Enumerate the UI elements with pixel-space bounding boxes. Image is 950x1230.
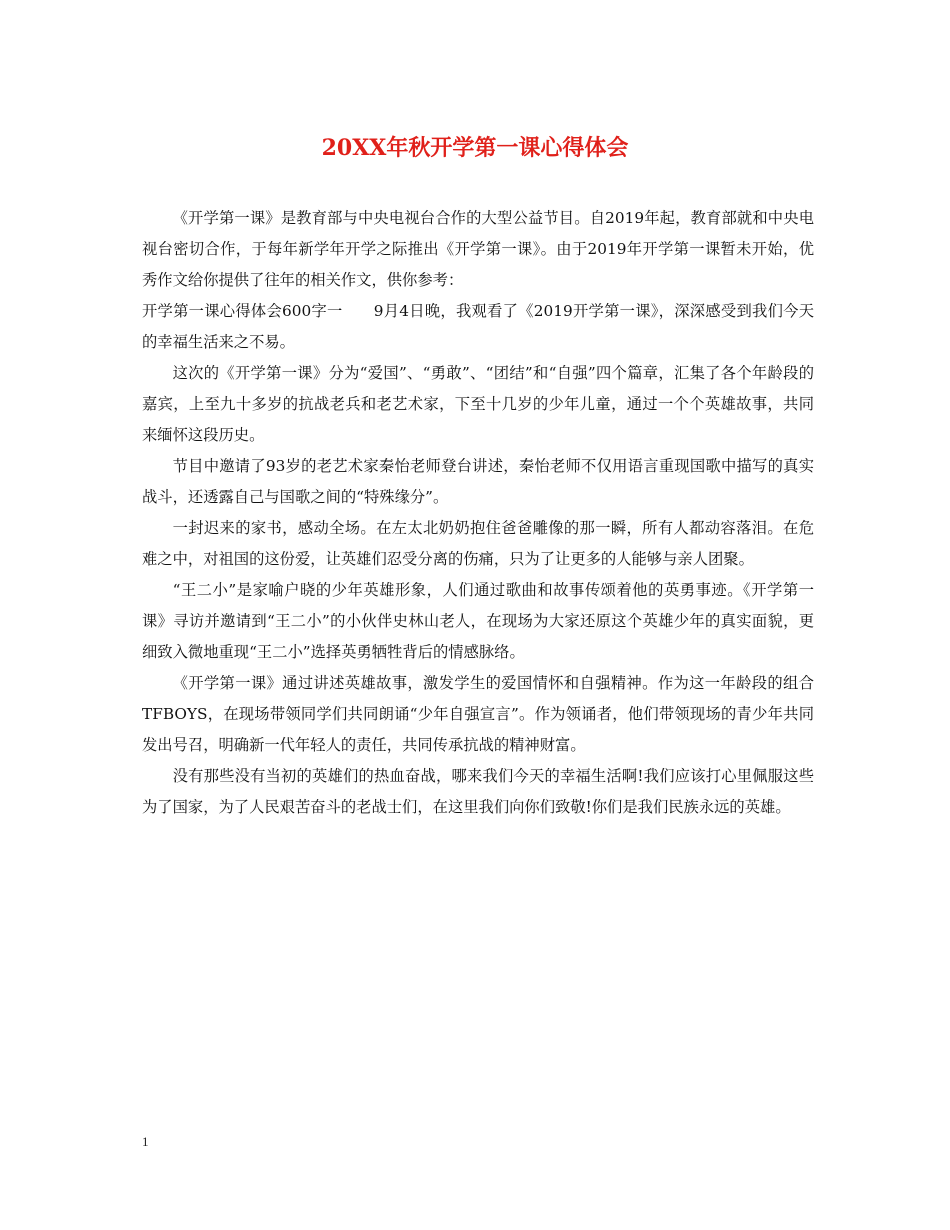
- page-number: 1: [142, 1134, 149, 1149]
- paragraph: 这次的《开学第一课》分为“爱国”、“勇敢”、“团结”和“自强”四个篇章，汇集了各个年龄段的嘉宾，上至九十多岁的抗战老兵和老艺术家，下至十几岁的少年儿童，通过一个个英雄故事，共同来缅怀这段历史。: [142, 364, 814, 444]
- paragraph-essay-heading: 开学第一课心得体会600字一 9月4日晚，我观看了《2019开学第一课》，深深感受到我们今天的幸福生活来之不易。: [142, 302, 814, 351]
- document-body: [142, 203, 814, 823]
- document-title: 20XX年秋开学第一课心得体会: [321, 135, 629, 161]
- paragraph: “王二小”是家喻户晓的少年英雄形象，人们通过歌曲和故事传颂着他的英勇事迹。《开学第一课》寻访并邀请到“王二小”的小伙伴史林山老人，在现场为大家还原这个英雄少年的真实面貌，更细致入微地重现“王二小”选择英勇牺牲背后的情感脉络。: [142, 581, 814, 661]
- paragraph: 节目中邀请了93岁的老艺术家秦怡老师登台讲述，秦怡老师不仅用语言重现国歌中描写的真实战斗，还透露自己与国歌之间的“特殊缘分”。: [142, 457, 814, 506]
- paragraph-intro: 《开学第一课》是教育部与中央电视台合作的大型公益节目。自2019年起，教育部就和中央电视台密切合作，于每年新学年开学之际推出《开学第一课》。由于2019年开学第一课暂未开始，优秀作文给你提供了往年的相关作文，供你参考：: [142, 209, 814, 289]
- paragraph: 没有那些没有当初的英雄们的热血奋战，哪来我们今天的幸福生活啊!我们应该打心里佩服这些为了国家，为了人民艰苦奋斗的老战士们，在这里我们向你们致敬!你们是我们民族永远的英雄。: [142, 767, 814, 816]
- paragraph: 《开学第一课》通过讲述英雄故事，激发学生的爱国情怀和自强精神。作为这一年龄段的组合TFBOYS，在现场带领同学们共同朗诵“少年自强宣言”。作为领诵者，他们带领现场的青少年共同发出号召，明确新一代年轻人的责任，共同传承抗战的精神财富。: [142, 674, 814, 754]
- paragraph: 一封迟来的家书，感动全场。在左太北奶奶抱住爸爸雕像的那一瞬，所有人都动容落泪。在危难之中，对祖国的这份爱，让英雄们忍受分离的伤痛，只为了让更多的人能够与亲人团聚。: [142, 519, 814, 568]
